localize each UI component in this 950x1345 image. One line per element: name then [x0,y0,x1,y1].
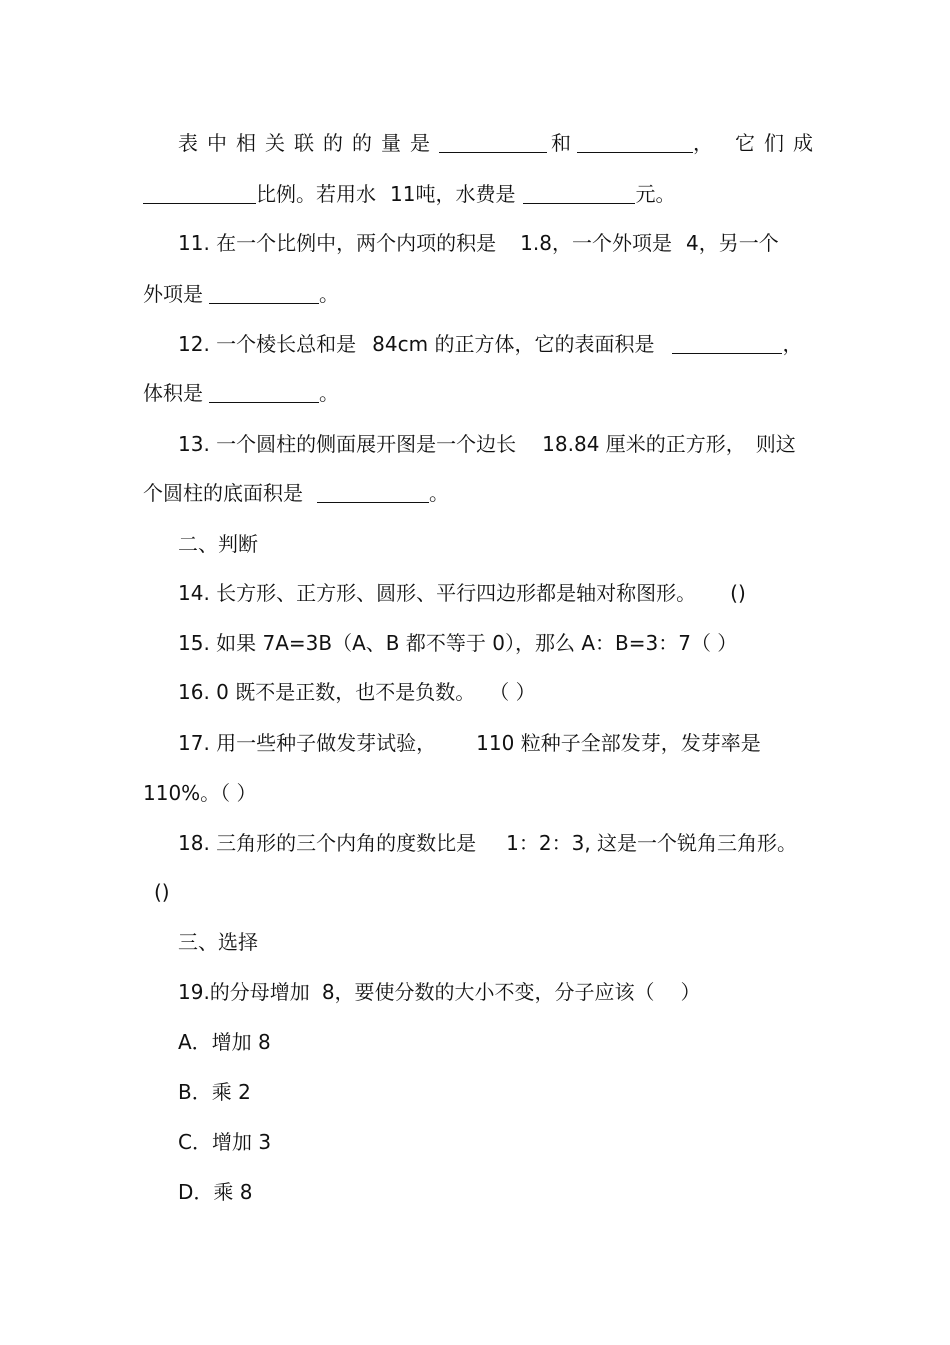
text-comma: ， [782,332,803,356]
question-19-text: 19.的分母增加 [178,980,310,1004]
option-d[interactable]: D．乘 8 [178,1180,253,1204]
question-12-text: 12. 一个棱长总和是 [178,332,357,356]
question-11-line-2 [143,281,339,307]
question-17-line-2: 110%。（ ） [143,781,257,805]
answer-parentheses[interactable]: () [154,880,170,904]
section-choice-heading: 三、选择 [178,930,258,954]
text-and: 和 [551,131,571,155]
question-11-text: 1.8，一个外项是 [520,231,672,255]
question-18-line-2 [154,879,170,905]
question-19-text: 8，要使分数的大小不变，分子应该（ [321,980,655,1004]
answer-blank[interactable] [209,283,319,304]
text-yuan: 元。 [635,182,676,206]
question-16-text: 16. 0 既不是正数，也不是负数。 [178,680,476,704]
text-period: 。 [319,381,339,405]
question-18-line-1 [178,830,797,856]
text-proportion: 比例。若用水 [256,182,376,206]
question-13-line-2 [143,480,449,506]
answer-parentheses[interactable]: () [730,581,746,605]
answer-parentheses[interactable]: （ ） [489,680,536,704]
line-1 [178,130,822,156]
question-13-text: 个圆柱的底面积是 [143,481,303,505]
text-comma: ， [693,131,713,155]
question-11-line-1 [178,230,779,256]
answer-blank[interactable] [523,183,635,204]
option-a[interactable]: A．增加 8 [178,1030,271,1054]
question-14 [178,580,746,606]
answer-blank[interactable] [672,333,782,354]
answer-blank[interactable] [317,482,429,503]
question-13-text: 13. 一个圆柱的侧面展开图是一个边长 [178,432,517,456]
question-19 [178,979,701,1005]
question-11-text: 外项是 [143,282,203,306]
question-19-text: ） [680,980,701,1004]
question-11-text: 4，另一个 [685,231,779,255]
text-period: 。 [429,481,449,505]
text-they-form: 它们成 [735,131,822,155]
question-12-text: 84cm 的正方体，它的表面积是 [372,332,655,356]
answer-blank[interactable] [209,382,319,403]
option-b[interactable]: B．乘 2 [178,1080,251,1104]
question-14-text: 14. 长方形、正方形、圆形、平行四边形都是轴对称图形。 [178,581,697,605]
question-17-text: 110 粒种子全部发芽，发芽率是 [476,731,761,755]
option-c[interactable]: C．增加 3 [178,1130,272,1154]
question-18-text: 18. 三角形的三个内角的度数比是 [178,831,477,855]
question-11-text: 11. 在一个比例中，两个内项的积是 [178,231,497,255]
text-period: 。 [319,282,339,306]
question-15: 15. 如果 7A=3B（A、B 都不等于 0），那么 A：B=3：7（ ） [178,631,738,655]
question-13-text: 则这 [755,432,796,456]
text-water-cost: 11吨，水费是 [390,182,516,206]
answer-blank[interactable] [143,183,256,204]
question-17-text: 17. 用一些种子做发芽试验， [178,731,437,755]
question-13-text: 18.84 厘米的正方形， [542,432,746,456]
question-12-line-2 [143,380,339,406]
question-16 [178,679,536,705]
question-18-text: 1：2：3, 这是一个锐角三角形。 [506,831,798,855]
question-12-line-1 [178,331,802,357]
line-2 [143,181,675,207]
answer-blank[interactable] [439,132,547,153]
section-judgement-heading: 二、判断 [178,532,258,556]
text-correlated-quantities: 表中相关联的的量是 [178,131,439,155]
question-12-text: 体积是 [143,381,203,405]
question-13-line-1 [178,431,796,457]
question-17-line-1 [178,730,761,756]
answer-blank[interactable] [577,132,693,153]
